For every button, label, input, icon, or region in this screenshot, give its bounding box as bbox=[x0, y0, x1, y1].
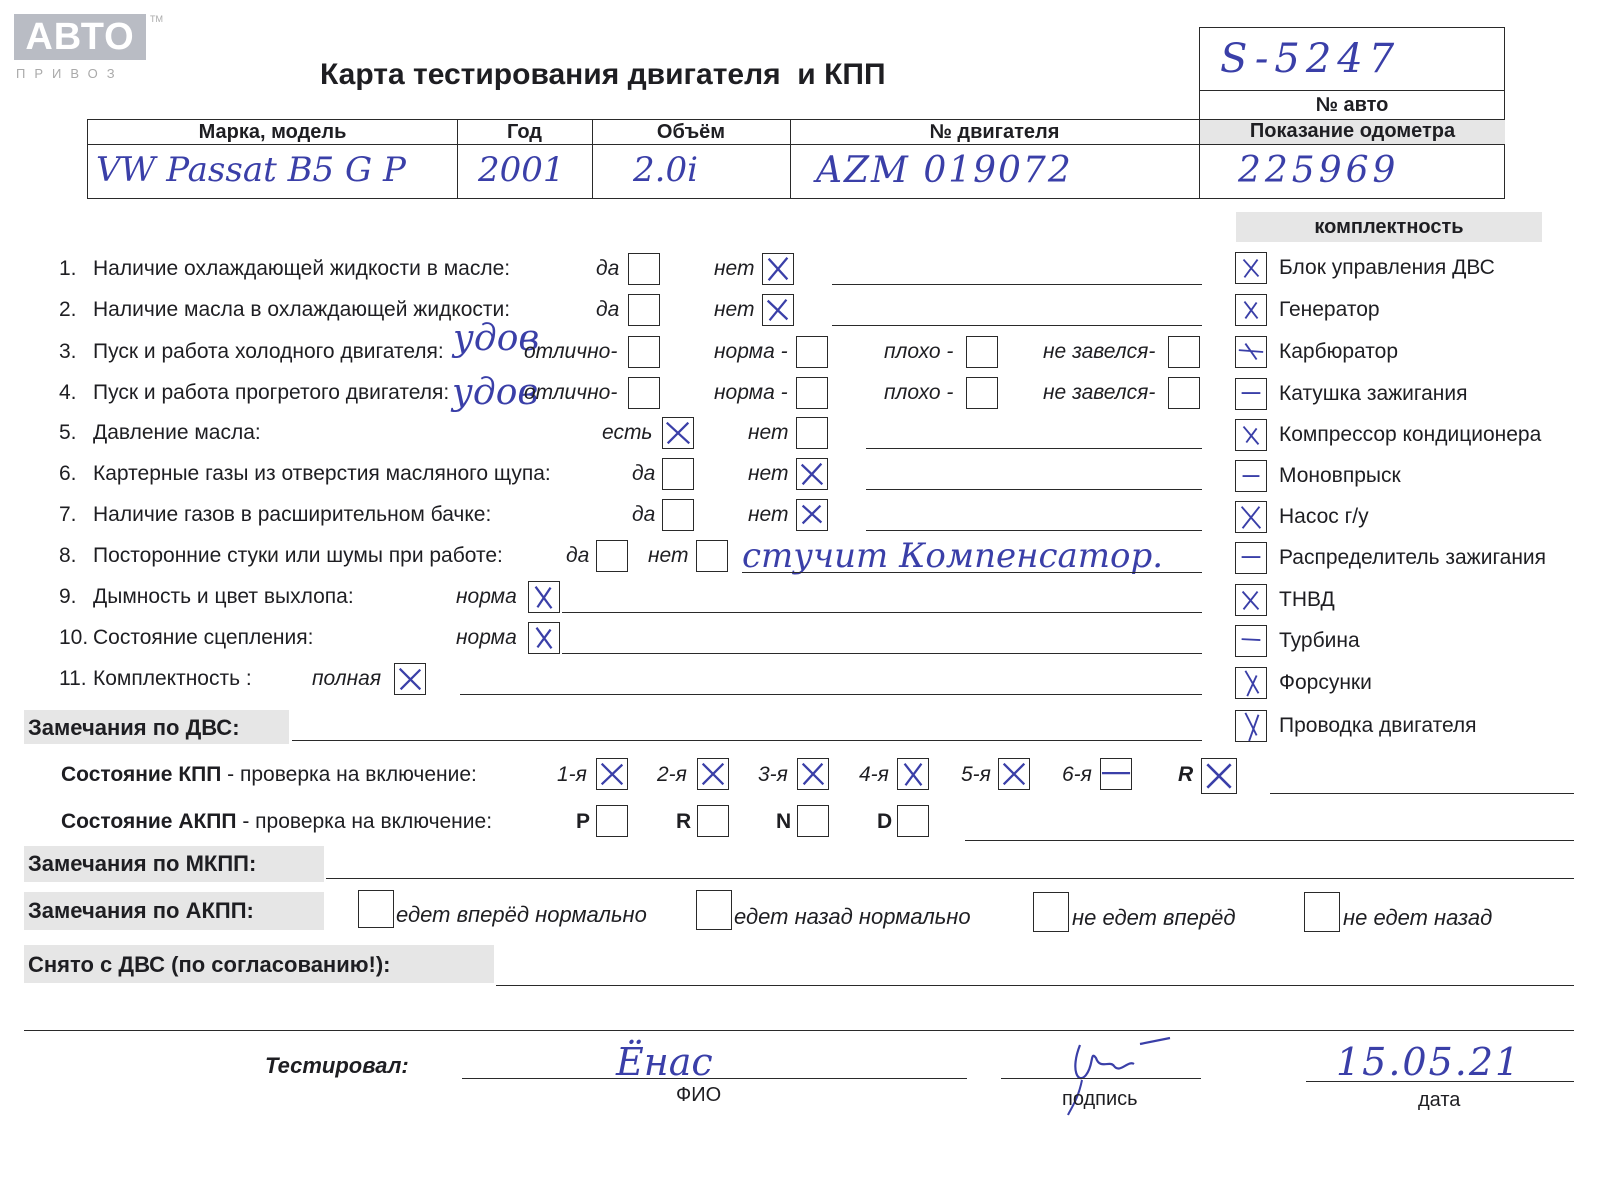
col-header-odometer: Показание одометра bbox=[1200, 120, 1505, 144]
q3-bad-label: плохо - bbox=[884, 340, 954, 363]
q3-excellent-checkbox[interactable] bbox=[628, 336, 660, 368]
akpp-mode-d-checkbox[interactable] bbox=[897, 805, 929, 837]
q11-line bbox=[460, 694, 1202, 695]
remarks-dvs-line bbox=[292, 740, 1202, 741]
akpp-forward-ok-checkbox[interactable] bbox=[358, 890, 394, 928]
akpp-backward-ok-label: едет назад нормально bbox=[734, 904, 971, 929]
q3-num: 3. bbox=[59, 340, 77, 363]
kpp-gear-2-checkbox[interactable] bbox=[697, 758, 729, 790]
akpp-mode-p-checkbox[interactable] bbox=[596, 805, 628, 837]
q4-norm-label: норма - bbox=[714, 381, 788, 404]
remarks-dvs-label: Замечания по ДВС: bbox=[28, 715, 240, 740]
logo-text: АВТО bbox=[14, 14, 146, 60]
q5-yes-checkbox[interactable] bbox=[662, 417, 694, 449]
kpp-label bbox=[61, 763, 477, 787]
q10-norm-checkbox[interactable] bbox=[528, 622, 560, 654]
q8-line bbox=[742, 572, 1202, 573]
akpp-label bbox=[61, 810, 492, 834]
q8-handwritten-note: стучит Компенсатор. bbox=[742, 536, 1164, 576]
completeness-label: Турбина bbox=[1279, 629, 1360, 652]
q10-num: 10. bbox=[59, 626, 89, 649]
q2-num: 2. bbox=[59, 298, 77, 321]
q7-yes-checkbox[interactable] bbox=[662, 499, 694, 531]
q10-norm-label: норма bbox=[456, 626, 517, 649]
akpp-line bbox=[965, 840, 1574, 841]
kpp-gear-4-label: 4-я bbox=[859, 763, 889, 786]
q7-no-label: нет bbox=[748, 503, 789, 526]
x-mark-icon bbox=[1236, 295, 1266, 325]
completeness-label: Проводка двигателя bbox=[1279, 714, 1477, 737]
akpp-no-forward-checkbox[interactable] bbox=[1033, 892, 1069, 932]
kpp-gear-5-label: 5-я bbox=[961, 763, 991, 786]
removed-label: Снято с ДВС (по согласованию!): bbox=[28, 952, 391, 977]
q11-full-checkbox[interactable] bbox=[394, 663, 426, 695]
completeness-label: Компрессор кондиционера bbox=[1279, 423, 1542, 446]
vehicle-table bbox=[87, 119, 1505, 199]
q1-yes-checkbox[interactable] bbox=[628, 253, 660, 285]
akpp-mode-p-label: P bbox=[576, 810, 591, 833]
kpp-gear-1-label: 1-я bbox=[557, 763, 587, 786]
col-header-volume: Объём bbox=[656, 121, 726, 143]
q4-bad-label: плохо - bbox=[884, 381, 954, 404]
akpp-mode-r-checkbox[interactable] bbox=[697, 805, 729, 837]
x-mark-icon bbox=[529, 582, 559, 612]
col-header-model: Марка, модель bbox=[198, 121, 347, 143]
completeness-checkbox[interactable] bbox=[1235, 542, 1267, 574]
q6-no-label: нет bbox=[748, 462, 789, 485]
q3-nostart-label: не завелся- bbox=[1043, 340, 1156, 363]
car-number-value: S-5247 bbox=[1220, 36, 1401, 82]
q3-nostart-checkbox[interactable] bbox=[1168, 336, 1200, 368]
q7-no-checkbox[interactable] bbox=[796, 499, 828, 531]
signature-label: подпись bbox=[1062, 1088, 1138, 1110]
completeness-checkbox[interactable] bbox=[1235, 584, 1267, 616]
dash-mark-icon bbox=[1236, 379, 1266, 409]
dash-mark-icon bbox=[1236, 543, 1266, 573]
kpp-gear-4-checkbox[interactable] bbox=[897, 758, 929, 790]
q6-line bbox=[866, 489, 1202, 490]
q9-norm-label: норма bbox=[456, 585, 517, 608]
remarks-akpp-label: Замечания по АКПП: bbox=[28, 898, 254, 923]
q4-nostart-checkbox[interactable] bbox=[1168, 377, 1200, 409]
x-mark-icon bbox=[395, 664, 425, 694]
q4-excellent-checkbox[interactable] bbox=[628, 377, 660, 409]
q1-line bbox=[832, 284, 1202, 285]
completeness-checkbox[interactable] bbox=[1235, 625, 1267, 657]
x-mark-icon bbox=[597, 759, 627, 789]
completeness-checkbox[interactable] bbox=[1235, 710, 1267, 742]
q11-text: Комплектность : bbox=[93, 667, 252, 690]
extra-line bbox=[24, 1030, 1574, 1031]
fio-label: ФИО bbox=[676, 1084, 722, 1106]
completeness-label: Карбюратор bbox=[1279, 340, 1399, 363]
completeness-label: Форсунки bbox=[1279, 671, 1372, 694]
q7-num: 7. bbox=[59, 503, 77, 526]
completeness-label: Генератор bbox=[1279, 298, 1380, 321]
q2-no-checkbox[interactable] bbox=[762, 294, 794, 326]
q3-excellent-label: отлично- bbox=[524, 340, 618, 363]
x-mark-icon bbox=[999, 759, 1029, 789]
completeness-checkbox[interactable] bbox=[1235, 667, 1267, 699]
completeness-label: Насос г/у bbox=[1279, 505, 1369, 528]
completeness-checkbox[interactable] bbox=[1235, 419, 1267, 451]
completeness-checkbox[interactable] bbox=[1235, 378, 1267, 410]
kpp-gear-3-checkbox[interactable] bbox=[797, 758, 829, 790]
q4-bad-checkbox[interactable] bbox=[966, 377, 998, 409]
akpp-mode-n-label: N bbox=[776, 810, 792, 833]
q2-yes-checkbox[interactable] bbox=[628, 294, 660, 326]
completeness-label: Блок управления ДВС bbox=[1279, 256, 1495, 279]
q5-no-checkbox[interactable] bbox=[796, 417, 828, 449]
value-engine-number: AZM 019072 bbox=[816, 150, 1073, 191]
akpp-mode-n-checkbox[interactable] bbox=[797, 805, 829, 837]
q8-num: 8. bbox=[59, 544, 77, 567]
q5-line bbox=[866, 448, 1202, 449]
q1-num: 1. bbox=[59, 257, 77, 280]
fio-line bbox=[462, 1078, 967, 1079]
q8-no-label: нет bbox=[648, 544, 689, 567]
dash-mark-icon bbox=[1101, 759, 1131, 789]
q6-yes-label: да bbox=[632, 462, 656, 485]
q8-yes-label: да bbox=[566, 544, 590, 567]
q9-text: Дымность и цвет выхлопа: bbox=[93, 585, 354, 608]
q11-full-label: полная bbox=[312, 667, 382, 690]
completeness-checkbox[interactable] bbox=[1235, 460, 1267, 492]
page-title: Карта тестирования двигателя и КПП bbox=[320, 58, 886, 91]
akpp-backward-ok-checkbox[interactable] bbox=[696, 890, 732, 930]
q9-num: 9. bbox=[59, 585, 77, 608]
kpp-gear-1-checkbox[interactable] bbox=[596, 758, 628, 790]
q3-handwritten: удов bbox=[453, 318, 540, 359]
date-line bbox=[1306, 1081, 1574, 1082]
q4-nostart-label: не завелся- bbox=[1043, 381, 1156, 404]
completeness-checkbox[interactable] bbox=[1235, 501, 1267, 533]
q9-line bbox=[562, 612, 1202, 613]
akpp-forward-ok-label: едет вперёд нормально bbox=[396, 902, 647, 927]
remarks-mkpp-line bbox=[326, 878, 1574, 879]
q4-norm-checkbox[interactable] bbox=[796, 377, 828, 409]
q10-line bbox=[562, 653, 1202, 654]
kpp-gear-r-label: R bbox=[1178, 763, 1194, 786]
completeness-checkbox[interactable] bbox=[1235, 294, 1267, 326]
x-mark-icon bbox=[798, 759, 828, 789]
completeness-title: комплектность bbox=[1236, 212, 1542, 242]
q7-line bbox=[866, 530, 1202, 531]
q7-text: Наличие газов в расширительном бачке: bbox=[93, 503, 492, 526]
kpp-gear-5-checkbox[interactable] bbox=[998, 758, 1030, 790]
value-odometer: 225969 bbox=[1238, 150, 1400, 191]
q2-no-label: нет bbox=[714, 298, 755, 321]
completeness-checkbox[interactable] bbox=[1235, 252, 1267, 284]
completeness-label: Моновпрыск bbox=[1279, 464, 1401, 487]
q9-norm-checkbox[interactable] bbox=[528, 581, 560, 613]
akpp-mode-d-label: D bbox=[877, 810, 893, 833]
kpp-line bbox=[1270, 793, 1574, 794]
x-mark-icon bbox=[1202, 759, 1236, 793]
q8-yes-checkbox[interactable] bbox=[596, 540, 628, 572]
x-mark-icon bbox=[1236, 337, 1266, 367]
akpp-no-backward-label: не едет назад bbox=[1343, 905, 1493, 930]
q6-yes-checkbox[interactable] bbox=[662, 458, 694, 490]
q3-norm-label: норма - bbox=[714, 340, 788, 363]
kpp-gear-3-label: 3-я bbox=[758, 763, 788, 786]
x-mark-icon bbox=[529, 623, 559, 653]
q5-num: 5. bbox=[59, 421, 77, 444]
x-mark-icon bbox=[763, 295, 793, 325]
logo-tm: TM bbox=[150, 14, 163, 24]
tested-name: Ёнас bbox=[616, 1040, 713, 1084]
q2-line bbox=[832, 325, 1202, 326]
x-mark-icon bbox=[663, 418, 693, 448]
x-mark-icon bbox=[698, 759, 728, 789]
tested-label: Тестировал: bbox=[265, 1053, 409, 1078]
x-mark-icon bbox=[797, 500, 827, 530]
dash-mark-icon bbox=[1236, 626, 1266, 656]
q2-text: Наличие масла в охлаждающей жидкости: bbox=[93, 298, 511, 321]
q8-text: Посторонние стуки или шумы при работе: bbox=[93, 544, 503, 567]
removed-line bbox=[496, 985, 1574, 986]
completeness-checkbox[interactable] bbox=[1235, 336, 1267, 368]
x-mark-icon bbox=[1236, 711, 1266, 741]
q1-no-checkbox[interactable] bbox=[762, 253, 794, 285]
q10-text: Состояние сцепления: bbox=[93, 626, 314, 649]
q11-num: 11. bbox=[59, 667, 87, 690]
kpp-gear-r-checkbox[interactable] bbox=[1201, 758, 1237, 794]
q1-yes-label: да bbox=[596, 257, 620, 280]
car-number-box bbox=[1199, 27, 1505, 120]
q5-yes-label: есть bbox=[602, 421, 653, 444]
q5-no-label: нет bbox=[748, 421, 789, 444]
x-mark-icon bbox=[763, 254, 793, 284]
kpp-gear-6-checkbox[interactable] bbox=[1100, 758, 1132, 790]
logo bbox=[14, 14, 164, 84]
q7-yes-label: да bbox=[632, 503, 656, 526]
kpp-label-bold: Состояние КПП bbox=[61, 763, 222, 786]
col-header-engine-number: № двигателя bbox=[929, 121, 1060, 143]
akpp-label-rest: - проверка на включение: bbox=[236, 810, 493, 833]
q4-excellent-label: отлично- bbox=[524, 381, 618, 404]
signature-line bbox=[1001, 1078, 1201, 1079]
kpp-gear-6-label: 6-я bbox=[1062, 763, 1092, 786]
q1-text: Наличие охлаждающей жидкости в масле: bbox=[93, 257, 511, 280]
dash-mark-icon bbox=[1236, 461, 1266, 491]
date-label: дата bbox=[1418, 1089, 1461, 1111]
q1-no-label: нет bbox=[714, 257, 755, 280]
q2-yes-label: да bbox=[596, 298, 620, 321]
x-mark-icon bbox=[1236, 585, 1266, 615]
q4-text: Пуск и работа прогретого двигателя: bbox=[93, 381, 450, 404]
kpp-label-rest: - проверка на включение: bbox=[221, 763, 477, 786]
completeness-label: ТНВД bbox=[1279, 588, 1335, 611]
remarks-mkpp-label: Замечания по МКПП: bbox=[28, 851, 257, 876]
col-header-year: Год bbox=[507, 121, 542, 143]
q4-num: 4. bbox=[59, 381, 77, 404]
x-mark-icon bbox=[797, 459, 827, 489]
x-mark-icon bbox=[898, 759, 928, 789]
x-mark-icon bbox=[1236, 420, 1266, 450]
value-volume: 2.0i bbox=[633, 150, 698, 190]
value-model: VW Passat B5 G P bbox=[96, 150, 406, 190]
q3-text: Пуск и работа холодного двигателя: bbox=[93, 340, 444, 363]
car-number-label: № авто bbox=[1315, 94, 1389, 116]
tested-date: 15.05.21 bbox=[1336, 1040, 1522, 1084]
q8-no-checkbox[interactable] bbox=[696, 540, 728, 572]
q6-no-checkbox[interactable] bbox=[796, 458, 828, 490]
q4-handwritten: удов bbox=[452, 372, 539, 413]
kpp-gear-2-label: 2-я bbox=[657, 763, 687, 786]
completeness-label: Катушка зажигания bbox=[1279, 382, 1468, 405]
q5-text: Давление масла: bbox=[93, 421, 261, 444]
q6-num: 6. bbox=[59, 462, 77, 485]
x-mark-icon bbox=[1236, 253, 1266, 283]
akpp-label-bold: Состояние АКПП bbox=[61, 810, 237, 833]
q6-text: Картерные газы из отверстия масляного щупа: bbox=[93, 462, 551, 485]
x-mark-icon bbox=[1236, 668, 1266, 698]
completeness-label: Распределитель зажигания bbox=[1279, 546, 1547, 569]
value-year: 2001 bbox=[478, 150, 565, 190]
logo-subtitle: ПРИВОЗ bbox=[16, 66, 124, 81]
q3-bad-checkbox[interactable] bbox=[966, 336, 998, 368]
q3-norm-checkbox[interactable] bbox=[796, 336, 828, 368]
x-mark-icon bbox=[1236, 502, 1266, 532]
akpp-no-backward-checkbox[interactable] bbox=[1304, 892, 1340, 932]
akpp-mode-r-label: R bbox=[676, 810, 692, 833]
akpp-no-forward-label: не едет вперёд bbox=[1072, 905, 1236, 930]
